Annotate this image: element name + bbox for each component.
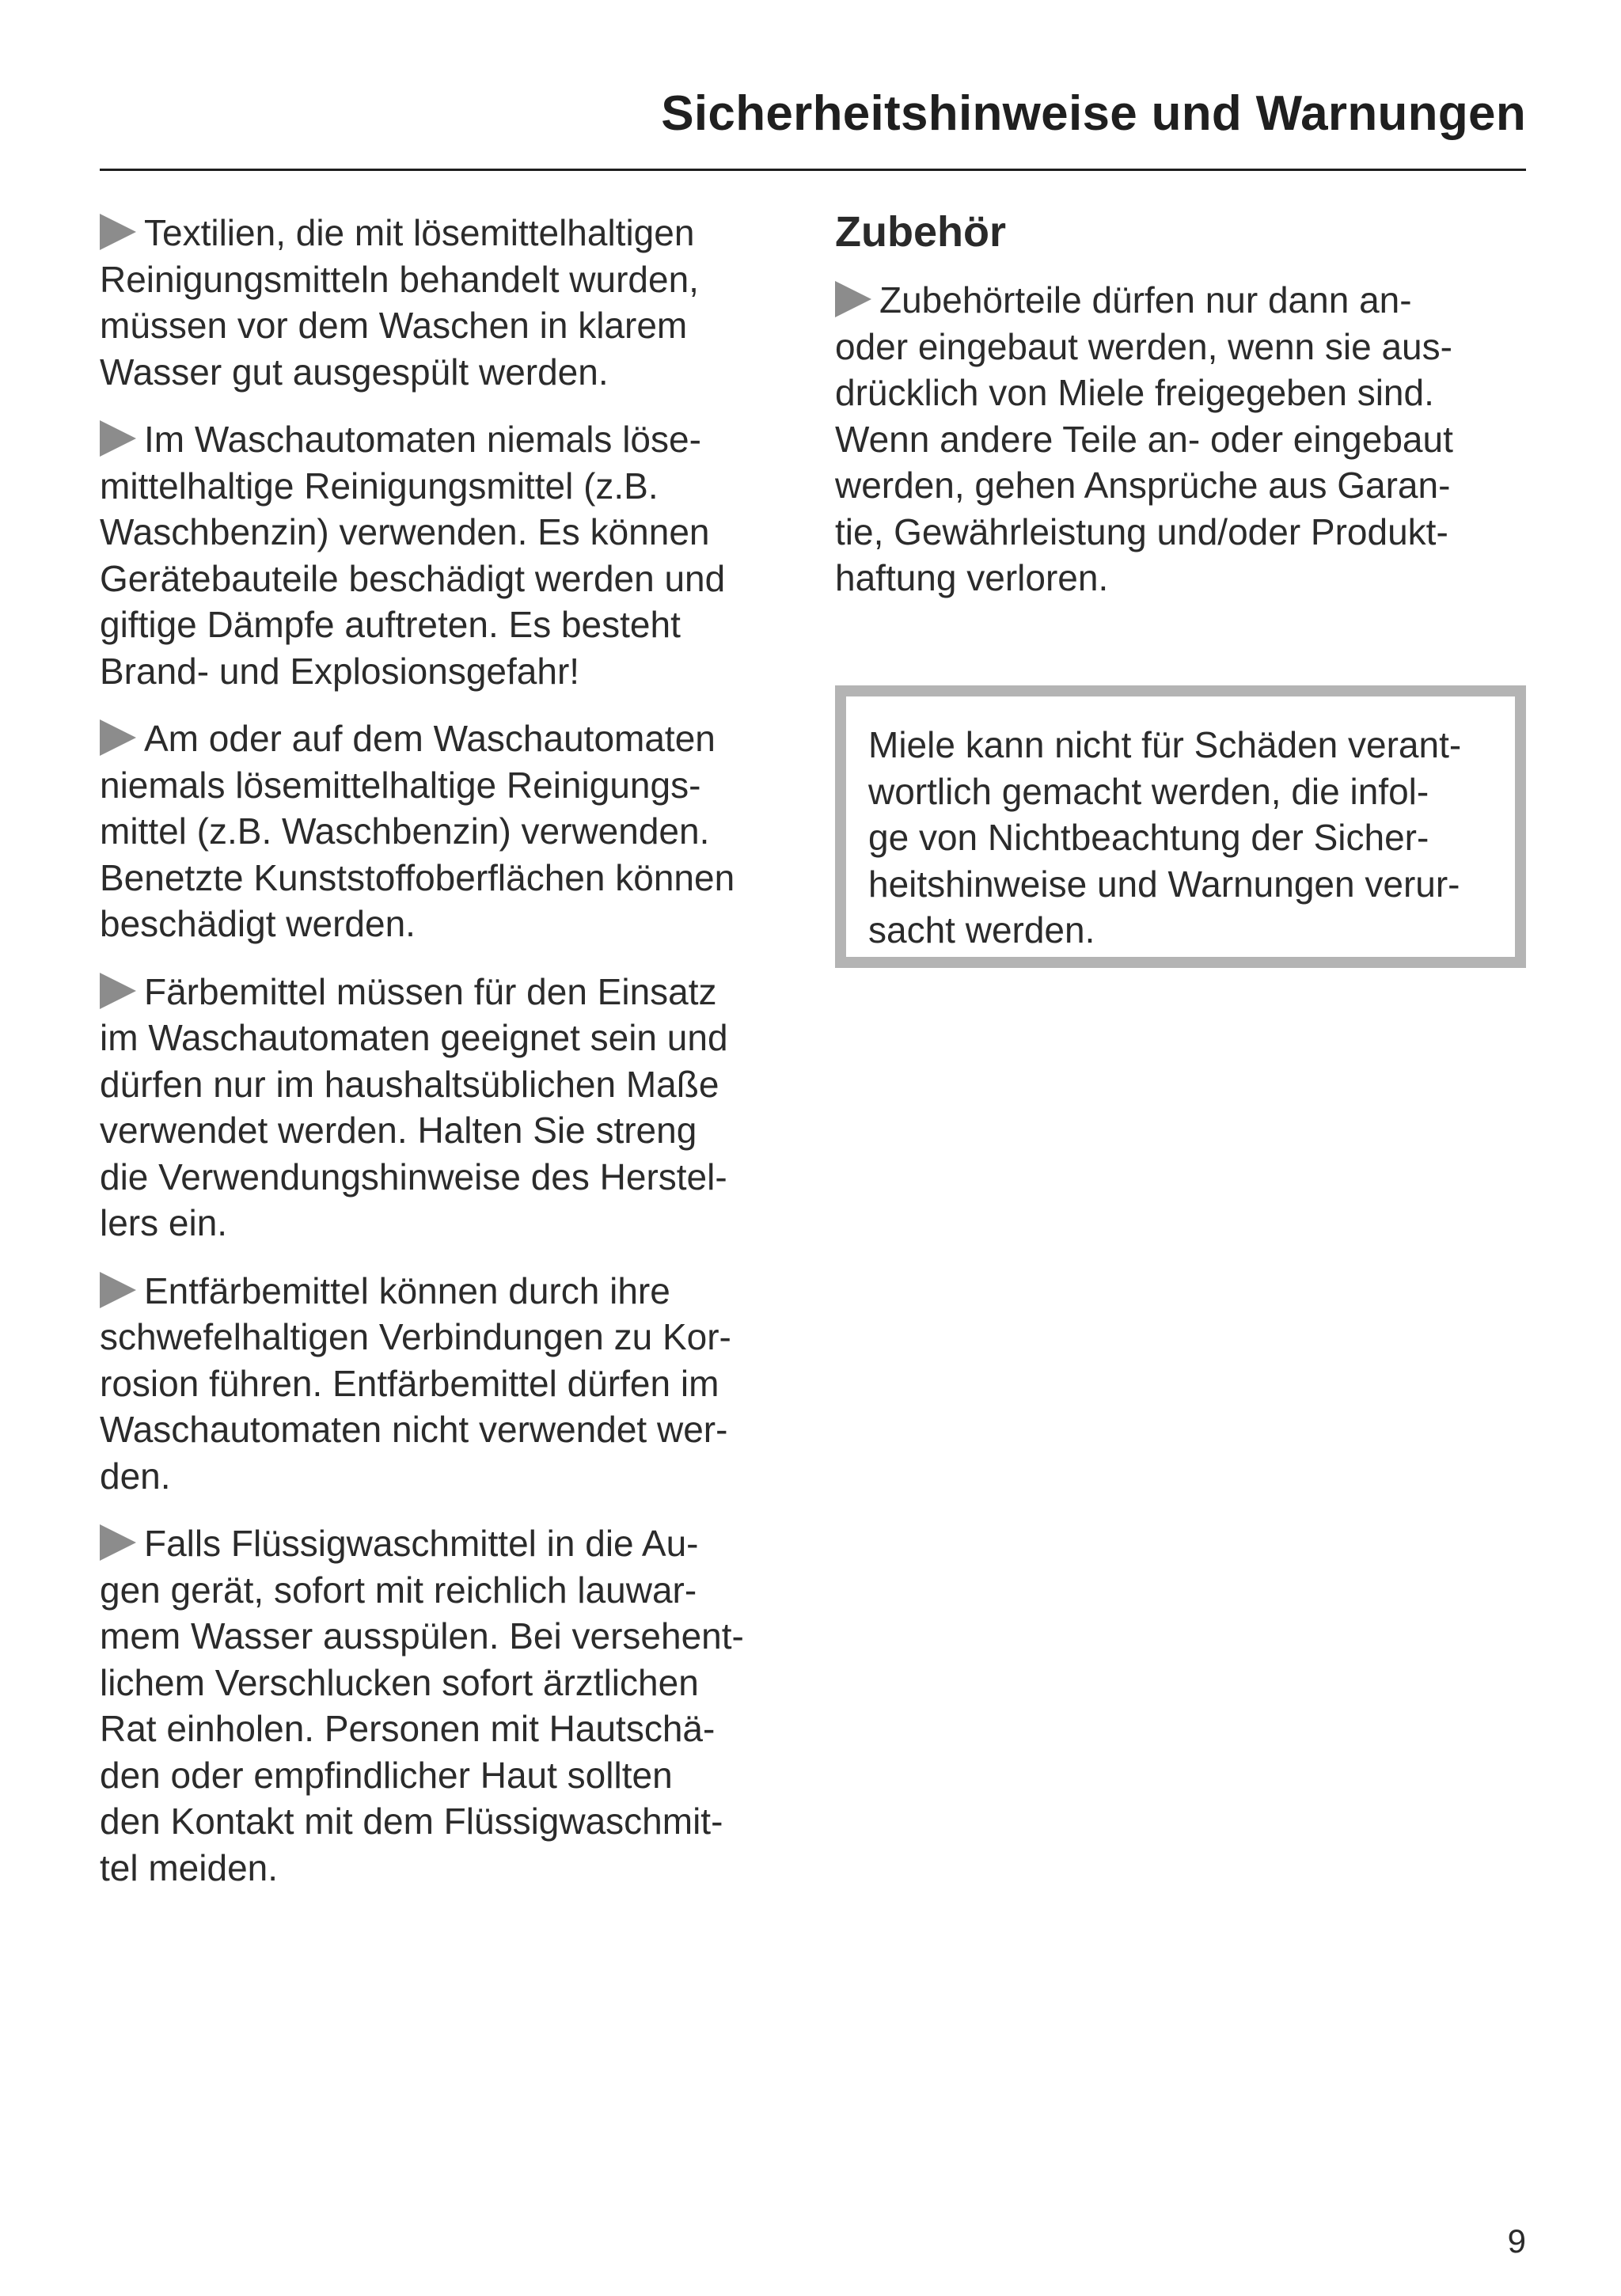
safety-item-line: Waschautomaten nicht verwendet wer- xyxy=(100,1409,728,1450)
safety-item-line: den Kontakt mit dem Flüssigwaschmit- xyxy=(100,1801,723,1842)
safety-item-line: mittelhaltige Reinigungsmittel (z.B. xyxy=(100,465,659,507)
notice-line: wortlich gemacht werden, die infol- xyxy=(868,770,1429,812)
safety-item-line xyxy=(100,969,796,1015)
safety-item-line: rosion führen. Entfärbemittel dürfen im xyxy=(100,1362,719,1404)
left-column xyxy=(100,210,796,1912)
safety-item-line: mittel (z.B. Waschbenzin) verwenden. xyxy=(100,810,710,852)
page-number: 9 xyxy=(1507,2222,1526,2260)
triangle-bullet-icon xyxy=(100,420,136,457)
triangle-bullet-icon xyxy=(100,973,136,1009)
safety-item-line xyxy=(100,1520,796,1567)
safety-item xyxy=(100,416,796,694)
line-text: Falls Flüssigwaschmittel in die Au- xyxy=(144,1523,699,1564)
notice-line: ge von Nichtbeachtung der Sicher- xyxy=(868,817,1429,858)
safety-item-line: schwefelhaltigen Verbindungen zu Kor- xyxy=(100,1316,731,1357)
accessories-item-line: Wenn andere Teile an- oder eingebaut xyxy=(835,418,1453,460)
triangle-bullet-icon xyxy=(100,719,136,756)
safety-item-line: Gerätebauteile beschädigt werden und xyxy=(100,557,726,599)
safety-item xyxy=(100,1520,796,1891)
safety-item xyxy=(100,210,796,395)
triangle-bullet-icon xyxy=(100,214,136,250)
accessories-item xyxy=(835,277,1526,602)
line-text: Entfärbemittel können durch ihre xyxy=(144,1269,670,1311)
notice-line: Miele kann nicht für Schäden verant- xyxy=(868,724,1462,765)
safety-item-line: den. xyxy=(100,1455,171,1497)
safety-item-line: Benetzte Kunststoffoberflächen können xyxy=(100,856,735,898)
safety-item-line: tel meiden. xyxy=(100,1846,279,1888)
right-column xyxy=(835,204,1526,623)
accessories-item-line: werden, gehen Ansprüche aus Garan- xyxy=(835,465,1451,506)
notice-line: sacht werden. xyxy=(868,909,1095,951)
line-text: Am oder auf dem Waschautomaten xyxy=(144,718,716,759)
line-text: Im Waschautomaten niemals löse- xyxy=(144,419,701,460)
safety-item-line: im Waschautomaten geeignet sein und xyxy=(100,1017,728,1058)
safety-item-line xyxy=(100,1268,796,1315)
safety-item-line: Wasser gut ausgespült werden. xyxy=(100,351,609,393)
section-heading-accessories: Zubehör xyxy=(835,208,1006,256)
safety-item-line: niemals lösemittelhaltige Reinigungs- xyxy=(100,764,701,806)
line-text: Färbemittel müssen für den Einsatz xyxy=(144,970,717,1012)
safety-item-line: Brand- und Explosionsgefahr! xyxy=(100,650,580,692)
safety-item xyxy=(100,969,796,1247)
triangle-bullet-icon xyxy=(100,1524,136,1561)
line-text: Zubehörteile dürfen nur dann an- xyxy=(879,279,1412,321)
accessories-item-line: drücklich von Miele freigegeben sind. xyxy=(835,372,1434,413)
safety-item-line: Reinigungsmitteln behandelt wurden, xyxy=(100,258,699,300)
safety-item-line: lichem Verschlucken sofort ärztlichen xyxy=(100,1661,699,1703)
safety-item-line: den oder empfindlicher Haut sollten xyxy=(100,1754,673,1796)
safety-item-line xyxy=(100,715,796,762)
page-title: Sicherheitshinweise und Warnungen xyxy=(661,86,1526,141)
accessories-item-line xyxy=(835,277,1526,324)
safety-item xyxy=(100,715,796,947)
title-divider xyxy=(100,169,1526,171)
safety-item-line: Waschbenzin) verwenden. Es können xyxy=(100,511,710,552)
safety-item-line: lers ein. xyxy=(100,1202,228,1243)
safety-item-line: beschädigt werden. xyxy=(100,903,416,944)
safety-item xyxy=(100,1268,796,1500)
accessories-item-line: tie, Gewährleistung und/oder Produkt- xyxy=(835,510,1448,552)
safety-item-line: müssen vor dem Waschen in klarem xyxy=(100,305,688,346)
safety-item-line: giftige Dämpfe auftreten. Es besteht xyxy=(100,604,681,645)
triangle-bullet-icon xyxy=(835,281,871,317)
safety-item-line: verwendet werden. Halten Sie streng xyxy=(100,1110,697,1151)
accessories-item-line: oder eingebaut werden, wenn sie aus- xyxy=(835,325,1452,367)
liability-notice-box xyxy=(835,685,1526,968)
triangle-bullet-icon xyxy=(100,1272,136,1308)
safety-item-line: Rat einholen. Personen mit Hautschä- xyxy=(100,1708,716,1749)
accessories-item-line: haftung verloren. xyxy=(835,557,1109,598)
safety-item-line: die Verwendungshinweise des Herstel- xyxy=(100,1156,727,1197)
notice-line: heitshinweise und Warnungen verur- xyxy=(868,863,1460,905)
safety-item-line xyxy=(100,416,796,463)
line-text: Textilien, die mit lösemittelhaltigen xyxy=(144,212,695,253)
safety-item-line xyxy=(100,210,796,256)
safety-item-line: dürfen nur im haushaltsüblichen Maße xyxy=(100,1063,719,1105)
safety-item-line: gen gerät, sofort mit reichlich lauwar- xyxy=(100,1569,697,1611)
safety-item-line: mem Wasser ausspülen. Bei versehent- xyxy=(100,1615,744,1657)
